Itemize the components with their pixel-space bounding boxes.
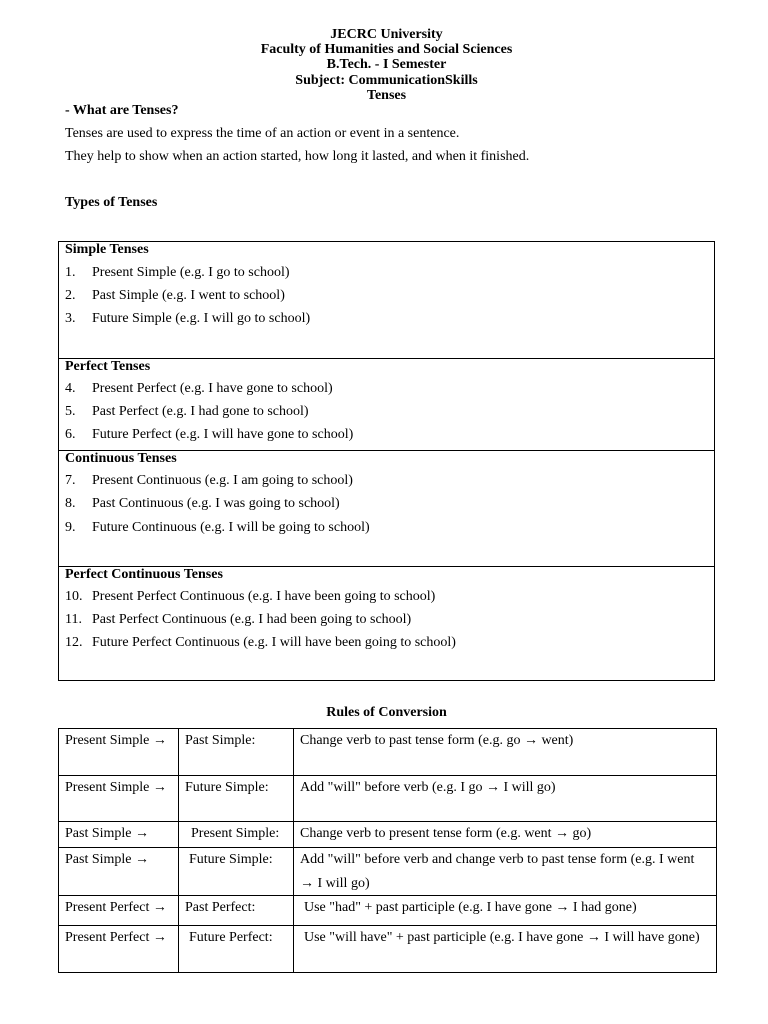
rule-from-cell: Past Simple →	[59, 822, 179, 848]
tense-group-perfect	[59, 358, 714, 450]
item-number: 2.	[65, 288, 76, 303]
list-item	[65, 427, 353, 443]
university-name: JECRC University	[330, 27, 443, 42]
intro-paragraph-1: Tenses are used to express the time of an action or event in a sentence.	[65, 126, 460, 141]
table-row	[59, 896, 717, 926]
rule-to-cell: Present Simple:	[179, 822, 294, 848]
tense-group-title: Perfect Tenses	[65, 359, 151, 374]
tense-group-title: Perfect Continuous Tenses	[65, 567, 223, 582]
rule-to-cell: Past Simple:	[179, 729, 294, 776]
table-row	[59, 776, 717, 822]
list-item	[65, 496, 340, 512]
list-item	[65, 404, 309, 420]
rule-to-cell: Future Simple:	[179, 776, 294, 822]
item-text: Future Perfect Continuous (e.g. I will have been going to school)	[92, 635, 456, 650]
list-item	[65, 520, 370, 536]
rule-to-cell: Past Perfect:	[179, 896, 294, 926]
faculty-name: Faculty of Humanities and Social Sciences	[260, 42, 513, 58]
item-number: 6.	[65, 427, 76, 442]
item-text: Present Continuous (e.g. I am going to school)	[92, 473, 353, 488]
subject-label: Subject: CommunicationSkills	[295, 72, 478, 88]
item-number: 4.	[65, 381, 76, 396]
item-number: 1.	[65, 265, 76, 280]
tense-types-box	[58, 241, 715, 681]
tense-group-simple	[59, 242, 714, 358]
item-text: Present Perfect Continuous (e.g. I have been going to school)	[92, 589, 436, 604]
item-text: Past Perfect Continuous (e.g. I had been going to school)	[92, 612, 412, 627]
document-header	[0, 27, 768, 103]
rule-from-cell: Present Perfect →	[59, 896, 179, 926]
list-item	[65, 381, 333, 397]
item-text: Future Simple (e.g. I will go to school)	[92, 311, 311, 326]
list-item	[65, 473, 353, 489]
item-number: 9.	[65, 520, 76, 535]
item-number: 5.	[65, 404, 76, 419]
intro-paragraph-2: They help to show when an action started, how long it lasted, and when it finished.	[65, 149, 530, 164]
list-item	[65, 311, 310, 327]
table-row	[59, 822, 717, 848]
rule-to-cell: Future Perfect:	[179, 926, 294, 973]
list-item	[65, 265, 290, 281]
item-text: Present Simple (e.g. I go to school)	[92, 265, 290, 280]
tense-group-title: Continuous Tenses	[65, 451, 177, 466]
table-row	[59, 729, 717, 776]
list-item	[65, 589, 435, 605]
item-number: 7.	[65, 473, 76, 488]
item-text: Future Continuous (e.g. I will be going to school)	[92, 520, 370, 535]
semester-label: B.Tech. - I Semester	[326, 57, 447, 73]
tense-group-perfect-continuous	[59, 566, 714, 681]
tense-group-continuous	[59, 450, 714, 566]
rule-description-cell: Use "will have" + past participle (e.g. I have gone → I will have gone)	[294, 926, 717, 973]
item-text: Present Perfect (e.g. I have gone to school)	[92, 381, 333, 396]
rule-to-cell: Future Simple:	[179, 848, 294, 896]
rule-description-cell: Use "had" + past participle (e.g. I have gone → I had gone)	[294, 896, 717, 926]
table-row	[59, 848, 717, 896]
item-text: Past Continuous (e.g. I was going to school)	[92, 496, 340, 511]
item-text: Past Simple (e.g. I went to school)	[92, 288, 285, 303]
rule-from-cell: Past Simple →	[59, 848, 179, 896]
rule-from-cell: Present Simple →	[59, 776, 179, 822]
table-row	[59, 926, 717, 973]
list-item	[65, 288, 285, 304]
item-number: 11.	[65, 612, 82, 627]
item-number: 8.	[65, 496, 76, 511]
item-number: 10.	[65, 589, 83, 604]
rules-heading: Rules of Conversion	[326, 705, 447, 720]
item-number: 3.	[65, 311, 76, 326]
rule-description-cell: Add "will" before verb and change verb to past tense form (e.g. I went → I will go)	[294, 848, 717, 896]
list-item	[65, 635, 456, 651]
types-heading: Types of Tenses	[65, 195, 158, 210]
topic-title: Tenses	[366, 87, 407, 103]
rule-from-cell: Present Perfect →	[59, 926, 179, 973]
item-text: Future Perfect (e.g. I will have gone to school)	[92, 427, 354, 442]
section-question: - What are Tenses?	[65, 103, 179, 118]
item-number: 12.	[65, 635, 83, 650]
list-item	[65, 612, 411, 628]
item-text: Past Perfect (e.g. I had gone to school)	[92, 404, 309, 419]
rule-description-cell: Change verb to past tense form (e.g. go → went)	[294, 729, 717, 776]
tense-group-title: Simple Tenses	[65, 242, 149, 257]
rule-description-cell: Add "will" before verb (e.g. I go → I will go)	[294, 776, 717, 822]
rule-from-cell: Present Simple →	[59, 729, 179, 776]
rule-description-cell: Change verb to present tense form (e.g. went → go)	[294, 822, 717, 848]
rules-table	[58, 728, 717, 973]
